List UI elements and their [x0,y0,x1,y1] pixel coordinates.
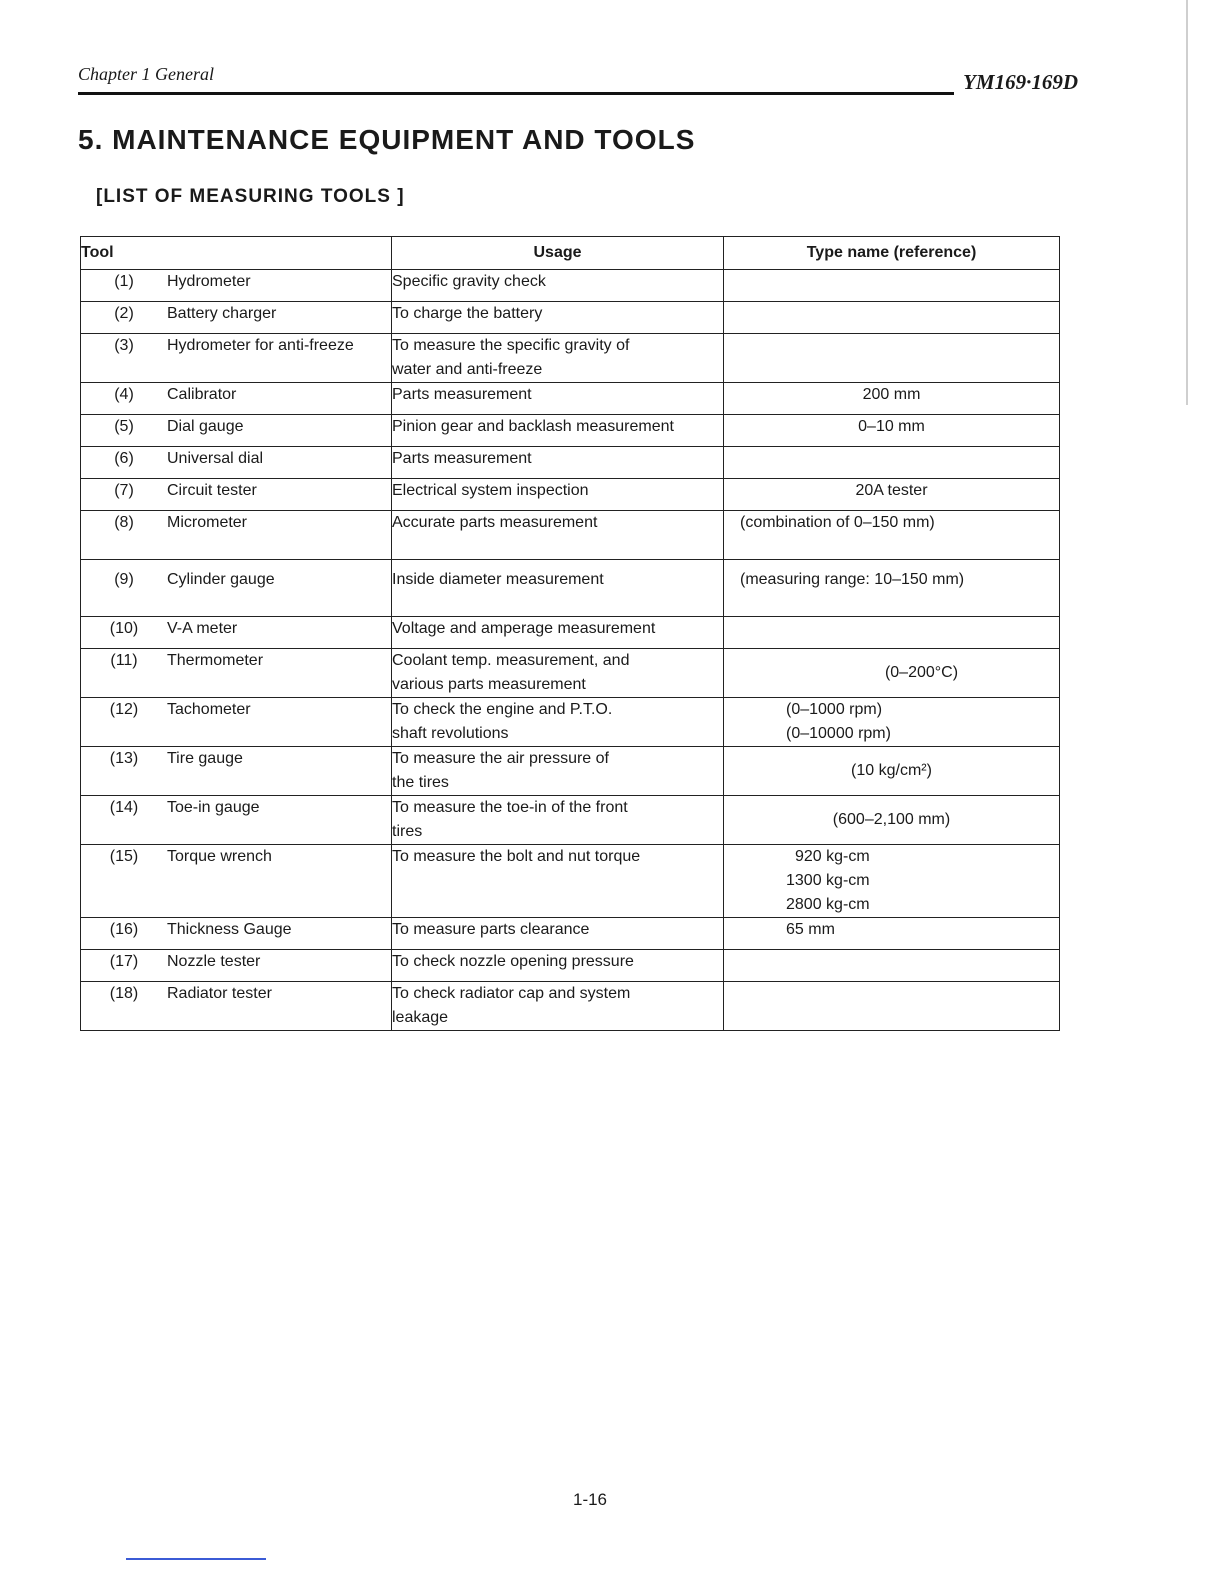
chapter-header: Chapter 1 General [78,64,214,84]
type-value: 200 mm [862,386,921,403]
row-number: (3) [114,337,134,354]
usage-cell [392,747,724,796]
row-number: (18) [109,985,139,1002]
type-value: 920 kg-cm [795,848,870,865]
usage-cell [392,796,724,845]
tool-name: Nozzle tester [167,953,261,970]
type-cell [724,560,1060,617]
tool-cell [81,479,392,511]
usage-line: To measure parts clearance [392,921,590,938]
usage-cell [392,511,724,560]
row-number: (17) [109,953,139,970]
table-row [81,560,1060,617]
type-cell [724,302,1060,334]
tool-name: Circuit tester [167,482,257,499]
table-row [81,302,1060,334]
tool-name: Battery charger [167,305,277,322]
type-cell [724,698,1060,747]
tool-name: Toe-in gauge [167,799,260,816]
tool-name: Hydrometer [167,273,251,290]
table-row [81,982,1060,1031]
usage-line: To check the engine and P.T.O. [392,701,613,718]
tool-cell [81,383,392,415]
table-row [81,796,1060,845]
footer-link-underline [126,1558,266,1560]
row-number: (8) [114,514,134,531]
type-cell [724,747,1060,796]
usage-line: water and anti-freeze [392,361,543,378]
usage-cell [392,447,724,479]
table-row [81,617,1060,649]
type-value: (0–200°C) [884,664,959,681]
tool-cell [81,270,392,302]
tool-name: Universal dial [167,450,264,467]
usage-cell [392,845,724,918]
tool-name: Thermometer [167,652,264,669]
row-number: (14) [109,799,139,816]
row-number: (7) [114,482,134,499]
usage-cell [392,270,724,302]
type-value: 0–10 mm [858,418,925,435]
tool-cell [81,747,392,796]
type-value: (combination of 0–150 mm) [740,514,935,531]
type-cell [724,918,1060,950]
tool-name: Cylinder gauge [167,571,275,588]
usage-cell [392,479,724,511]
header-usage: Usage [392,237,724,270]
usage-cell [392,649,724,698]
usage-cell [392,918,724,950]
usage-line: To check radiator cap and system [392,985,631,1002]
type-cell [724,796,1060,845]
row-number: (13) [109,750,139,767]
tool-cell [81,845,392,918]
tool-name: Radiator tester [167,985,272,1002]
type-cell [724,479,1060,511]
usage-cell [392,982,724,1031]
table-header-row [81,237,1060,270]
usage-line: To measure the specific gravity of [392,337,630,354]
type-cell [724,950,1060,982]
table-row [81,747,1060,796]
tool-name: Thickness Gauge [167,921,292,938]
row-number: (5) [114,418,134,435]
row-number: (6) [114,450,134,467]
usage-line: tires [392,823,423,840]
type-cell [724,982,1060,1031]
table-row [81,698,1060,747]
row-number: (4) [114,386,134,403]
usage-cell [392,950,724,982]
usage-line: the tires [392,774,449,791]
table-row [81,415,1060,447]
table-row [81,918,1060,950]
table-row [81,950,1060,982]
measuring-tools-table [80,236,1060,1031]
page-edge-line [1186,0,1188,405]
header-type: Type name (reference) [724,237,1060,270]
table-row [81,270,1060,302]
usage-line: To measure the bolt and nut torque [392,848,641,865]
tool-cell [81,918,392,950]
usage-cell [392,383,724,415]
row-number: (9) [114,571,134,588]
tool-cell [81,560,392,617]
usage-line: leakage [392,1009,449,1026]
table-row [81,447,1060,479]
type-cell [724,845,1060,918]
usage-line: To measure the air pressure of [392,750,609,767]
table-row [81,511,1060,560]
type-cell [724,617,1060,649]
usage-line: Inside diameter measurement [392,571,604,588]
row-number: (2) [114,305,134,322]
row-number: (10) [109,620,139,637]
row-number: (12) [109,701,139,718]
usage-cell [392,415,724,447]
tool-cell [81,649,392,698]
type-value: 1300 kg-cm [786,872,870,889]
section-subtitle: [LIST OF MEASURING TOOLS ] [96,186,405,207]
type-cell [724,334,1060,383]
header-rule [78,92,954,95]
type-value: (10 kg/cm²) [851,762,932,779]
header-tool: Tool [81,237,392,270]
tool-name: Tire gauge [167,750,243,767]
tool-name: Dial gauge [167,418,244,435]
row-number: (15) [109,848,139,865]
usage-cell [392,560,724,617]
tool-name: V-A meter [167,620,238,637]
tool-name: Hydrometer for anti-freeze [167,337,354,354]
tool-name: Tachometer [167,701,251,718]
tool-name: Calibrator [167,386,237,403]
usage-cell [392,617,724,649]
type-value: (0–1000 rpm) [786,701,883,718]
table-row [81,649,1060,698]
type-cell [724,511,1060,560]
type-cell [724,649,1060,698]
usage-cell [392,302,724,334]
type-cell [724,383,1060,415]
model-header: YM169·169D [963,70,1078,94]
usage-line: Parts measurement [392,386,532,403]
table-row [81,383,1060,415]
tool-cell [81,415,392,447]
row-number: (1) [114,273,134,290]
tool-cell [81,511,392,560]
type-value: 2800 kg-cm [786,896,870,913]
tool-cell [81,302,392,334]
tool-cell [81,950,392,982]
row-number: (11) [110,652,138,669]
type-cell [724,447,1060,479]
tool-cell [81,796,392,845]
usage-line: shaft revolutions [392,725,509,742]
usage-cell [392,334,724,383]
type-value: 65 mm [786,921,835,938]
type-cell [724,270,1060,302]
usage-line: various parts measurement [392,676,586,693]
usage-line: To check nozzle opening pressure [392,953,634,970]
usage-line: Pinion gear and backlash measurement [392,418,674,435]
tool-cell [81,334,392,383]
tool-name: Torque wrench [167,848,272,865]
usage-line: To charge the battery [392,305,543,322]
table-row [81,845,1060,918]
type-value: 20A tester [855,482,928,499]
table-row [81,479,1060,511]
usage-line: To measure the toe-in of the front [392,799,628,816]
usage-line: Parts measurement [392,450,532,467]
usage-cell [392,698,724,747]
tool-cell [81,698,392,747]
table-row [81,334,1060,383]
usage-line: Accurate parts measurement [392,514,598,531]
row-number: (16) [109,921,139,938]
type-value: (measuring range: 10–150 mm) [740,571,965,588]
type-value: (600–2,100 mm) [832,811,951,828]
usage-line: Electrical system inspection [392,482,589,499]
tool-cell [81,447,392,479]
usage-line: Voltage and amperage measurement [392,620,656,637]
usage-line: Coolant temp. measurement, and [392,652,630,669]
tool-name: Micrometer [167,514,248,531]
tool-cell [81,982,392,1031]
page-title: 5. MAINTENANCE EQUIPMENT AND TOOLS [78,124,696,155]
tool-cell [81,617,392,649]
usage-line: Specific gravity check [392,273,546,290]
type-cell [724,415,1060,447]
page-number: 1-16 [572,1490,608,1509]
type-value: (0–10000 rpm) [786,725,891,742]
